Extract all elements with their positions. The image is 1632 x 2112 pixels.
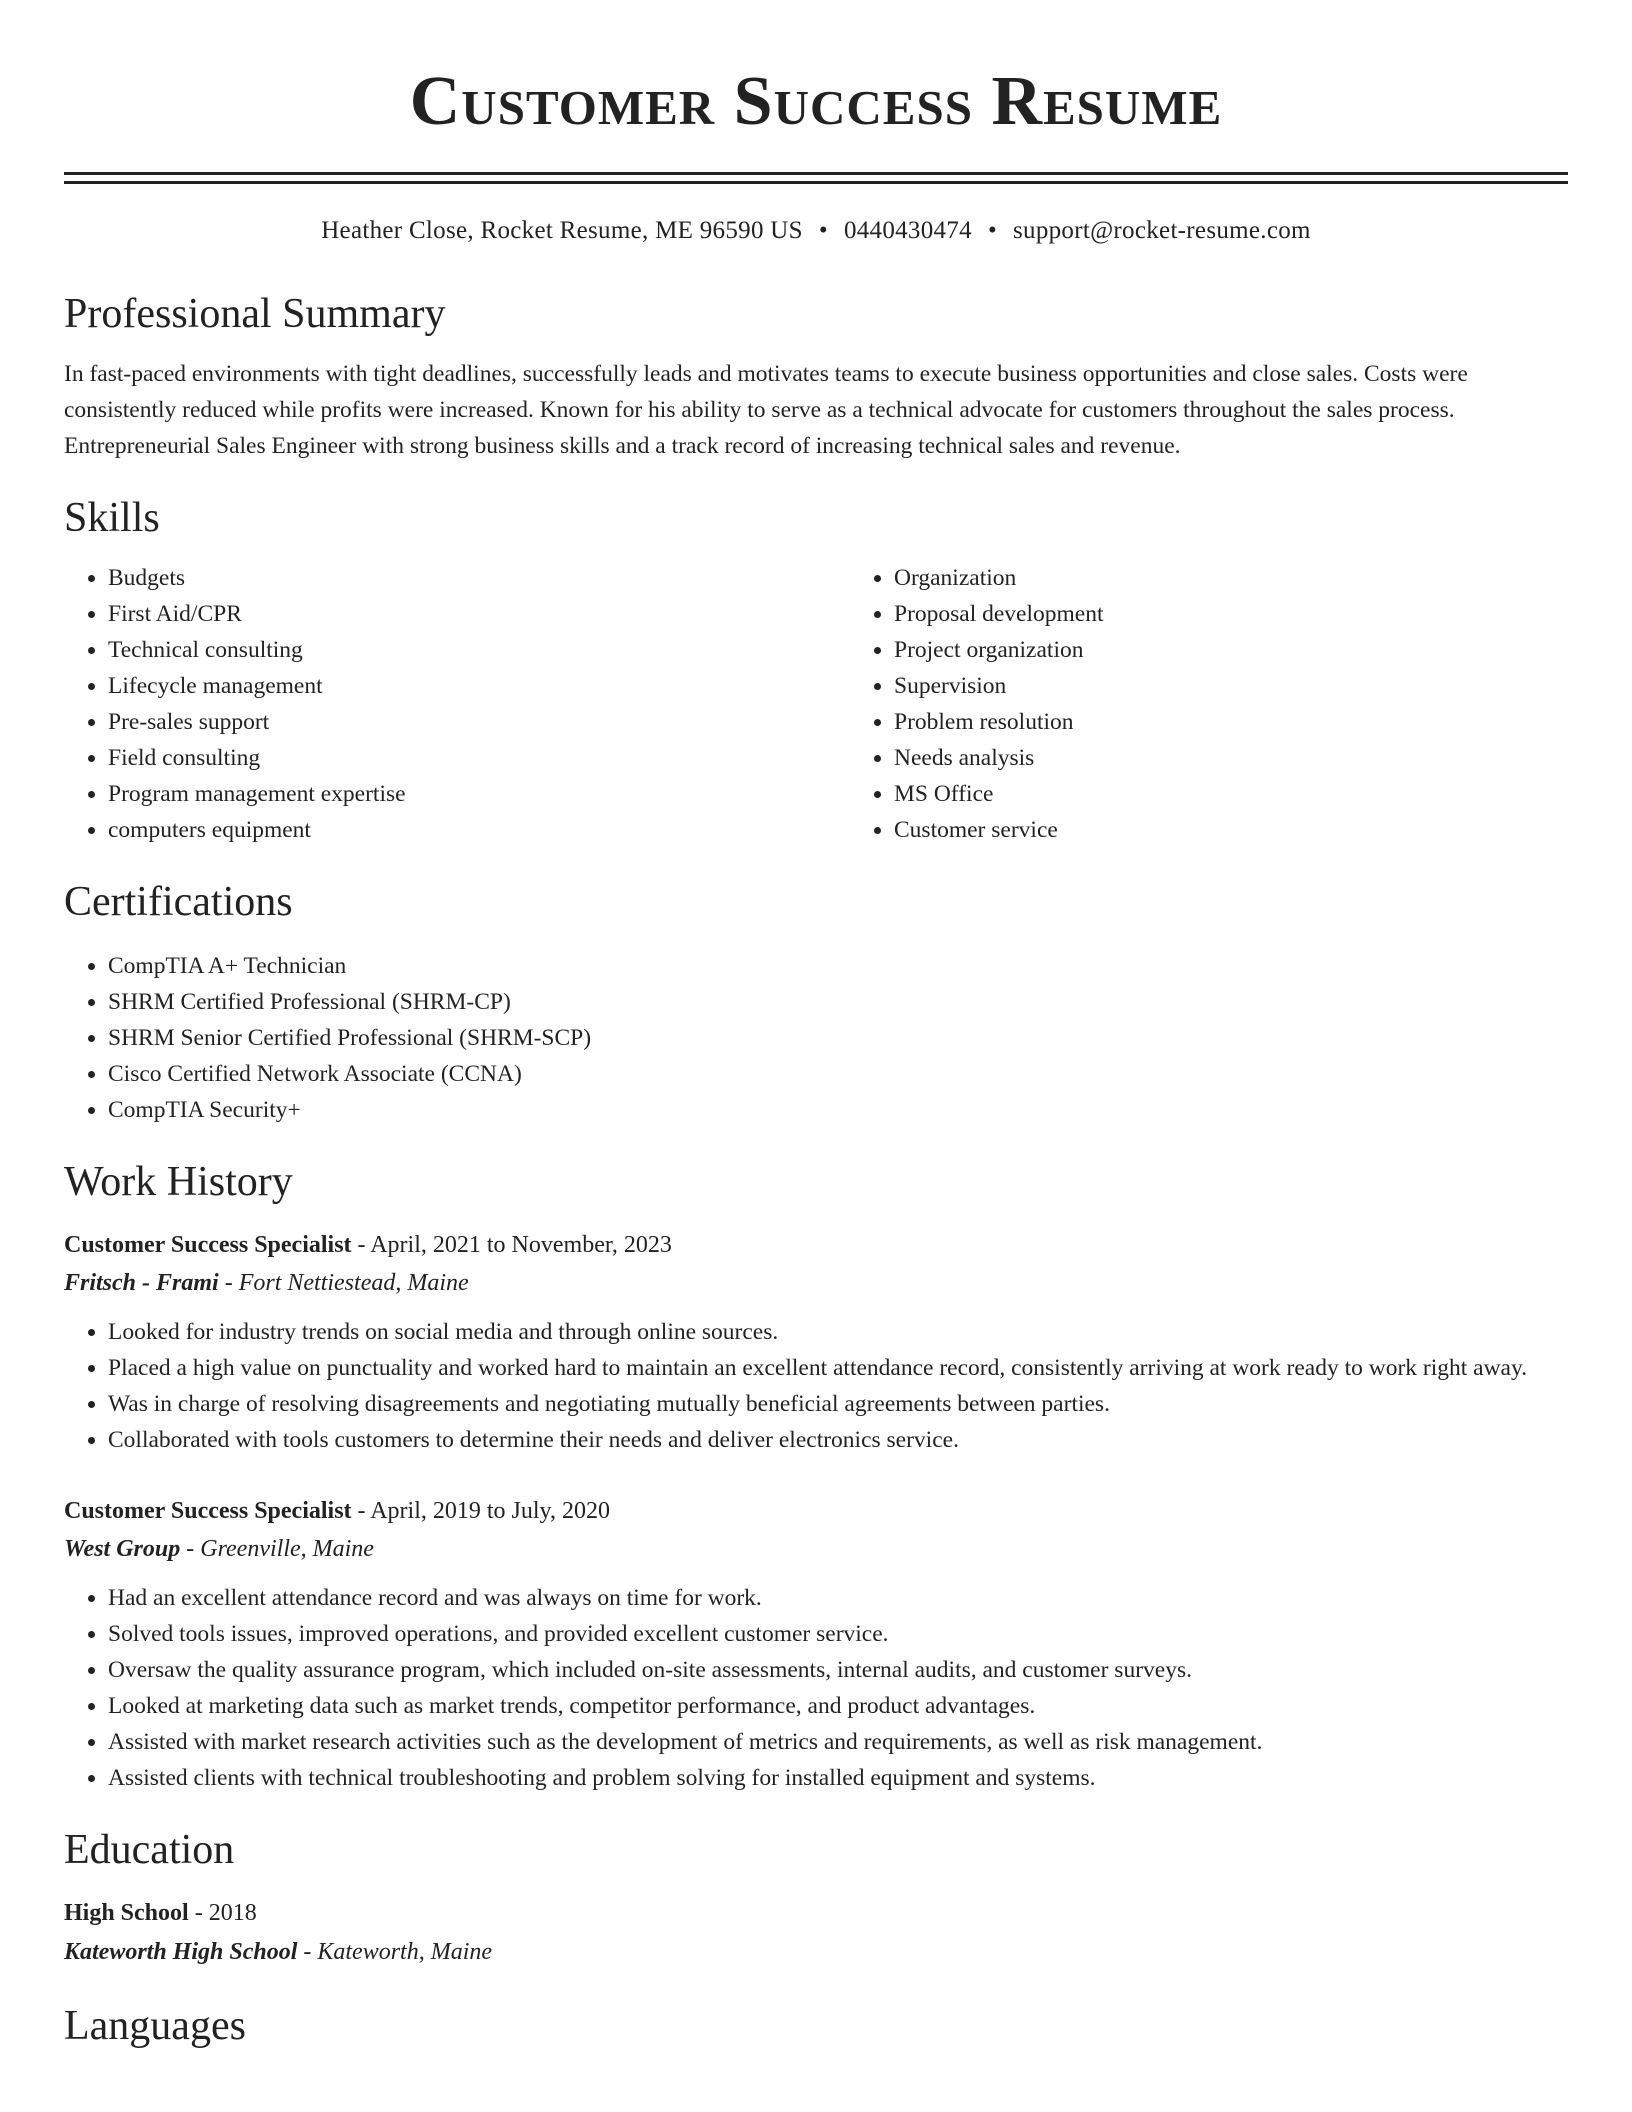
contact-line [64,214,1568,248]
duty-item: • Assisted with market research activities such as the development of metrics and requirements, as well as risk management. [108,1724,1568,1760]
certification-item: • Cisco Certified Network Associate (CCNA) [108,1056,1568,1092]
education-location: - Kateworth, Maine [297,1939,493,1965]
skill-item: • Needs analysis [894,740,1632,776]
section-heading-languages: Languages [64,2003,246,2049]
skill-item: • Program management expertise [108,776,850,812]
section-heading-certifications: Certifications [64,879,293,925]
skill-item: • Technical consulting [108,632,850,668]
skill-item: • Lifecycle management [108,668,850,704]
job-entry [64,1492,1568,1796]
title-divider-bottom [64,181,1568,184]
contact-separator: • [987,217,997,244]
education-school-line [64,1932,1568,1972]
skill-item: • Customer service [894,812,1632,848]
duty-item: • Assisted clients with technical troubleshooting and problem solving for installed equipment and systems. [108,1760,1568,1796]
section-heading-skills: Skills [64,495,160,541]
languages-section [64,2000,1568,2052]
duty-item: • Oversaw the quality assurance program, which included on-site assessments, internal audits, and customer surveys. [108,1652,1568,1688]
skills-list-right [850,560,1632,848]
job-dates: - April, 2021 to November, 2023 [351,1232,672,1258]
duty-item: • Placed a high value on punctuality and worked hard to maintain an excellent attendance record, consistently arriving at work ready to work right away. [108,1350,1568,1386]
education-year: - 2018 [188,1900,257,1926]
skills-columns [64,560,1568,848]
duty-item: • Looked at marketing data such as market trends, competitor performance, and product advantages. [108,1688,1568,1724]
section-heading-summary: Professional Summary [64,291,446,337]
section-heading-work-history: Work History [64,1159,293,1205]
contact-address: Heather Close, Rocket Resume, ME 96590 US [321,217,803,244]
contact-phone[interactable]: 0440430474 [843,217,972,244]
summary-text: In fast-paced environments with tight deadlines, successfully leads and motivates teams to execute business opportunities and close sales. Costs were consistently reduced while profits were increased. Known for his ability to serve as a technical advocate for customers throughout the sales process. Entrepreneurial Sales Engineer with strong business skills and a track record of increasing technical sales and revenue. [64,361,1468,459]
education-section [64,1824,1568,1972]
education-school: Kateworth High School [64,1939,298,1965]
education-degree: High School [64,1900,189,1926]
job-company: West Group [64,1536,181,1562]
certification-item: • SHRM Senior Certified Professional (SHRM-SCP) [108,1020,1568,1056]
certification-item: • CompTIA A+ Technician [108,948,1568,984]
skill-item: • Budgets [108,560,850,596]
skill-item: • Organization [894,560,1632,596]
skill-item: • Pre-sales support [108,704,850,740]
job-company-line [64,1530,1568,1568]
job-title-line [64,1492,1568,1530]
skill-item: • Problem resolution [894,704,1632,740]
professional-summary-section [64,288,1568,464]
duty-item: • Looked for industry trends on social media and through online sources. [108,1314,1568,1350]
duty-item: • Solved tools issues, improved operations, and provided excellent customer service. [108,1616,1568,1652]
certification-item: • CompTIA Security+ [108,1092,1568,1128]
skill-item: • Proposal development [894,596,1632,632]
job-title: Customer Success Specialist [64,1498,352,1524]
skill-item: • Supervision [894,668,1632,704]
contact-separator: • [818,217,828,244]
education-degree-line [64,1894,1568,1932]
duty-item: • Was in charge of resolving disagreements and negotiating mutually beneficial agreements between parties. [108,1386,1568,1422]
skill-item: • Project organization [894,632,1632,668]
skills-list-left [64,560,850,848]
job-title-line [64,1226,1568,1264]
job-location: - Fort Nettiestead, Maine [218,1270,469,1296]
duty-item: • Had an excellent attendance record and was always on time for work. [108,1580,1568,1616]
job-company-line [64,1264,1568,1302]
certification-item: • SHRM Certified Professional (SHRM-CP) [108,984,1568,1020]
title-divider-top [64,172,1568,175]
resume-title: Customer Success Resume [409,63,1223,140]
contact-email-link[interactable]: support@rocket-resume.com [1013,217,1311,244]
job-duties-list [64,1580,1568,1796]
job-dates: - April, 2019 to July, 2020 [351,1498,610,1524]
job-duties-list [64,1314,1568,1458]
certifications-section [64,876,1568,1128]
certifications-list [64,948,1568,1128]
job-location: - Greenville, Maine [180,1536,374,1562]
skill-item: • computers equipment [108,812,850,848]
work-history-section [64,1156,1568,1796]
skill-item: • First Aid/CPR [108,596,850,632]
job-entry [64,1226,1568,1458]
skills-section [64,492,1568,848]
duty-item: • Collaborated with tools customers to determine their needs and deliver electronics service. [108,1422,1568,1458]
section-heading-education: Education [64,1827,235,1873]
job-title: Customer Success Specialist [64,1232,352,1258]
job-company: Fritsch - Frami [64,1270,219,1296]
skill-item: • Field consulting [108,740,850,776]
skill-item: • MS Office [894,776,1632,812]
